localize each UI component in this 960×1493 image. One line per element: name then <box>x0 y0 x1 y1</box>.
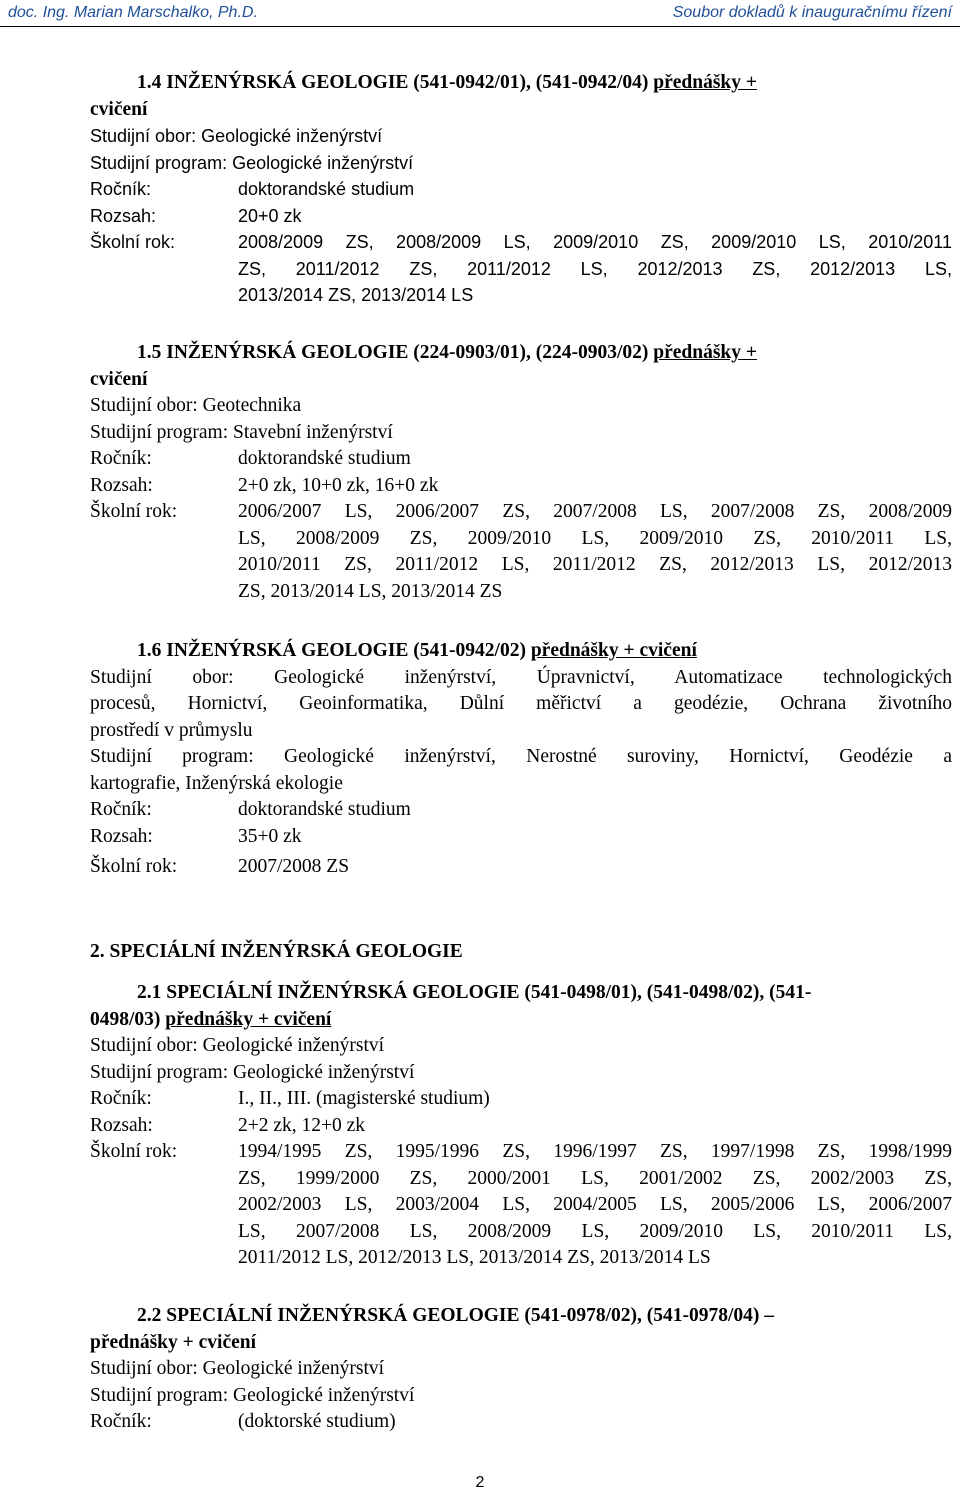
section-2-1 <box>90 980 952 1272</box>
section-1-5 <box>90 340 952 605</box>
header-document-title: Soubor dokladů k inauguračnímu řízení <box>672 4 952 21</box>
scope-row: Rozsah: 2+0 zk, 10+0 zk, 16+0 zk <box>90 474 439 496</box>
chapter-heading: 2. SPECIÁLNÍ INŽENÝRSKÁ GEOLOGIE <box>90 941 463 962</box>
section-title: 1.4 INŽENÝRSKÁ GEOLOGIE (541-0942/01), (541-0942/04) přednášky + cvičení <box>90 72 757 120</box>
scope-row: Rozsah: 20+0 zk <box>90 205 302 226</box>
study-program: Studijní program: Geologické inženýrství <box>90 1061 415 1083</box>
year-row: Ročník: doktorandské studium <box>90 179 415 199</box>
year-row: Ročník: doktorandské studium <box>90 799 411 820</box>
study-field: Studijní obor: Geologické inženýrství <box>90 1035 385 1056</box>
section-title: 1.6 INŽENÝRSKÁ GEOLOGIE (541-0942/02) přednášky + cvičení <box>137 640 697 661</box>
year-row: Ročník: I., II., III. (magisterské studium) <box>90 1088 490 1109</box>
section-title: 1.5 INŽENÝRSKÁ GEOLOGIE (224-0903/01), (224-0903/02) přednášky + cvičení <box>90 342 757 390</box>
school-year-row: Školní rok: 1994/1995 ZS, 1995/1996 ZS, 1996/1997 ZS, 1997/1998 ZS, 1998/1999 ZS, 1999/2000 ZS, 2000/2001 LS, 2001/2002 ZS, 2002/2003 ZS, 2002/2003 LS, 2003/2004 LS, 2004/2005 LS, 2005/2006 LS, 2006/2007 LS, 2007/2008 LS, 2008/2009 LS, 2009/2010 LS, 2010/2011 LS, 2011/2012 LS, 2012/2013 LS, 2013/2014 ZS, 2013/2014 LS <box>90 1141 952 1268</box>
section-title: 2.2 SPECIÁLNÍ INŽENÝRSKÁ GEOLOGIE (541-0978/02), (541-0978/04) – přednášky + cvičení <box>90 1305 775 1353</box>
study-field: Studijní obor: Geologické inženýrství <box>90 126 383 146</box>
section-title: 2.1 SPECIÁLNÍ INŽENÝRSKÁ GEOLOGIE (541-0498/01), (541-0498/02), (541- 0498/03) přednášky + cvičení <box>90 982 812 1030</box>
page-header <box>0 0 960 27</box>
school-year-row: Školní rok: 2006/2007 LS, 2006/2007 ZS, 2007/2008 LS, 2007/2008 ZS, 2008/2009 LS, 2008/2009 ZS, 2009/2010 LS, 2009/2010 ZS, 2010/2011 LS, 2010/2011 ZS, 2011/2012 LS, 2011/2012 ZS, 2012/2013 LS, 2012/2013 ZS, 2013/2014 LS, 2013/2014 ZS <box>90 501 952 602</box>
school-year-row: Školní rok: 2008/2009 ZS, 2008/2009 LS, 2009/2010 ZS, 2009/2010 LS, 2010/2011 ZS, 2011/2012 ZS, 2011/2012 LS, 2012/2013 ZS, 2012/2013 LS, 2013/2014 ZS, 2013/2014 LS <box>90 232 952 305</box>
study-program: Studijní program: Geologické inženýrství <box>90 1384 415 1406</box>
year-row: Ročník: doktorandské studium <box>90 448 411 469</box>
study-program: Studijní program: Geologické inženýrství, Nerostné suroviny, Hornictví, Geodézie a kartografie, Inženýrská ekologie <box>90 746 952 794</box>
year-row: Ročník: (doktorské studium) <box>90 1411 396 1432</box>
study-field: Studijní obor: Geologické inženýrství <box>90 1358 385 1379</box>
section-2-2 <box>90 1303 952 1436</box>
header-author: doc. Ing. Marian Marschalko, Ph.D. <box>8 4 258 21</box>
study-program: Studijní program: Geologické inženýrství <box>90 152 414 173</box>
school-year-row: Školní rok: 2007/2008 ZS <box>90 856 350 877</box>
scope-row: Rozsah: 2+2 zk, 12+0 zk <box>90 1114 366 1136</box>
section-1-6 <box>90 638 952 881</box>
study-program: Studijní program: Stavební inženýrství <box>90 421 393 443</box>
section-1-4 <box>90 70 952 309</box>
scope-row: Rozsah: 35+0 zk <box>90 825 302 847</box>
study-field: Studijní obor: Geologické inženýrství, Úpravnictví, Automatizace technologických procesů, Hornictví, Geoinformatika, Důlní měřictví a geodézie, Ochrana životního prostředí v průmyslu <box>90 666 952 741</box>
page-number: 2 <box>475 1474 485 1491</box>
study-field: Studijní obor: Geotechnika <box>90 395 302 416</box>
